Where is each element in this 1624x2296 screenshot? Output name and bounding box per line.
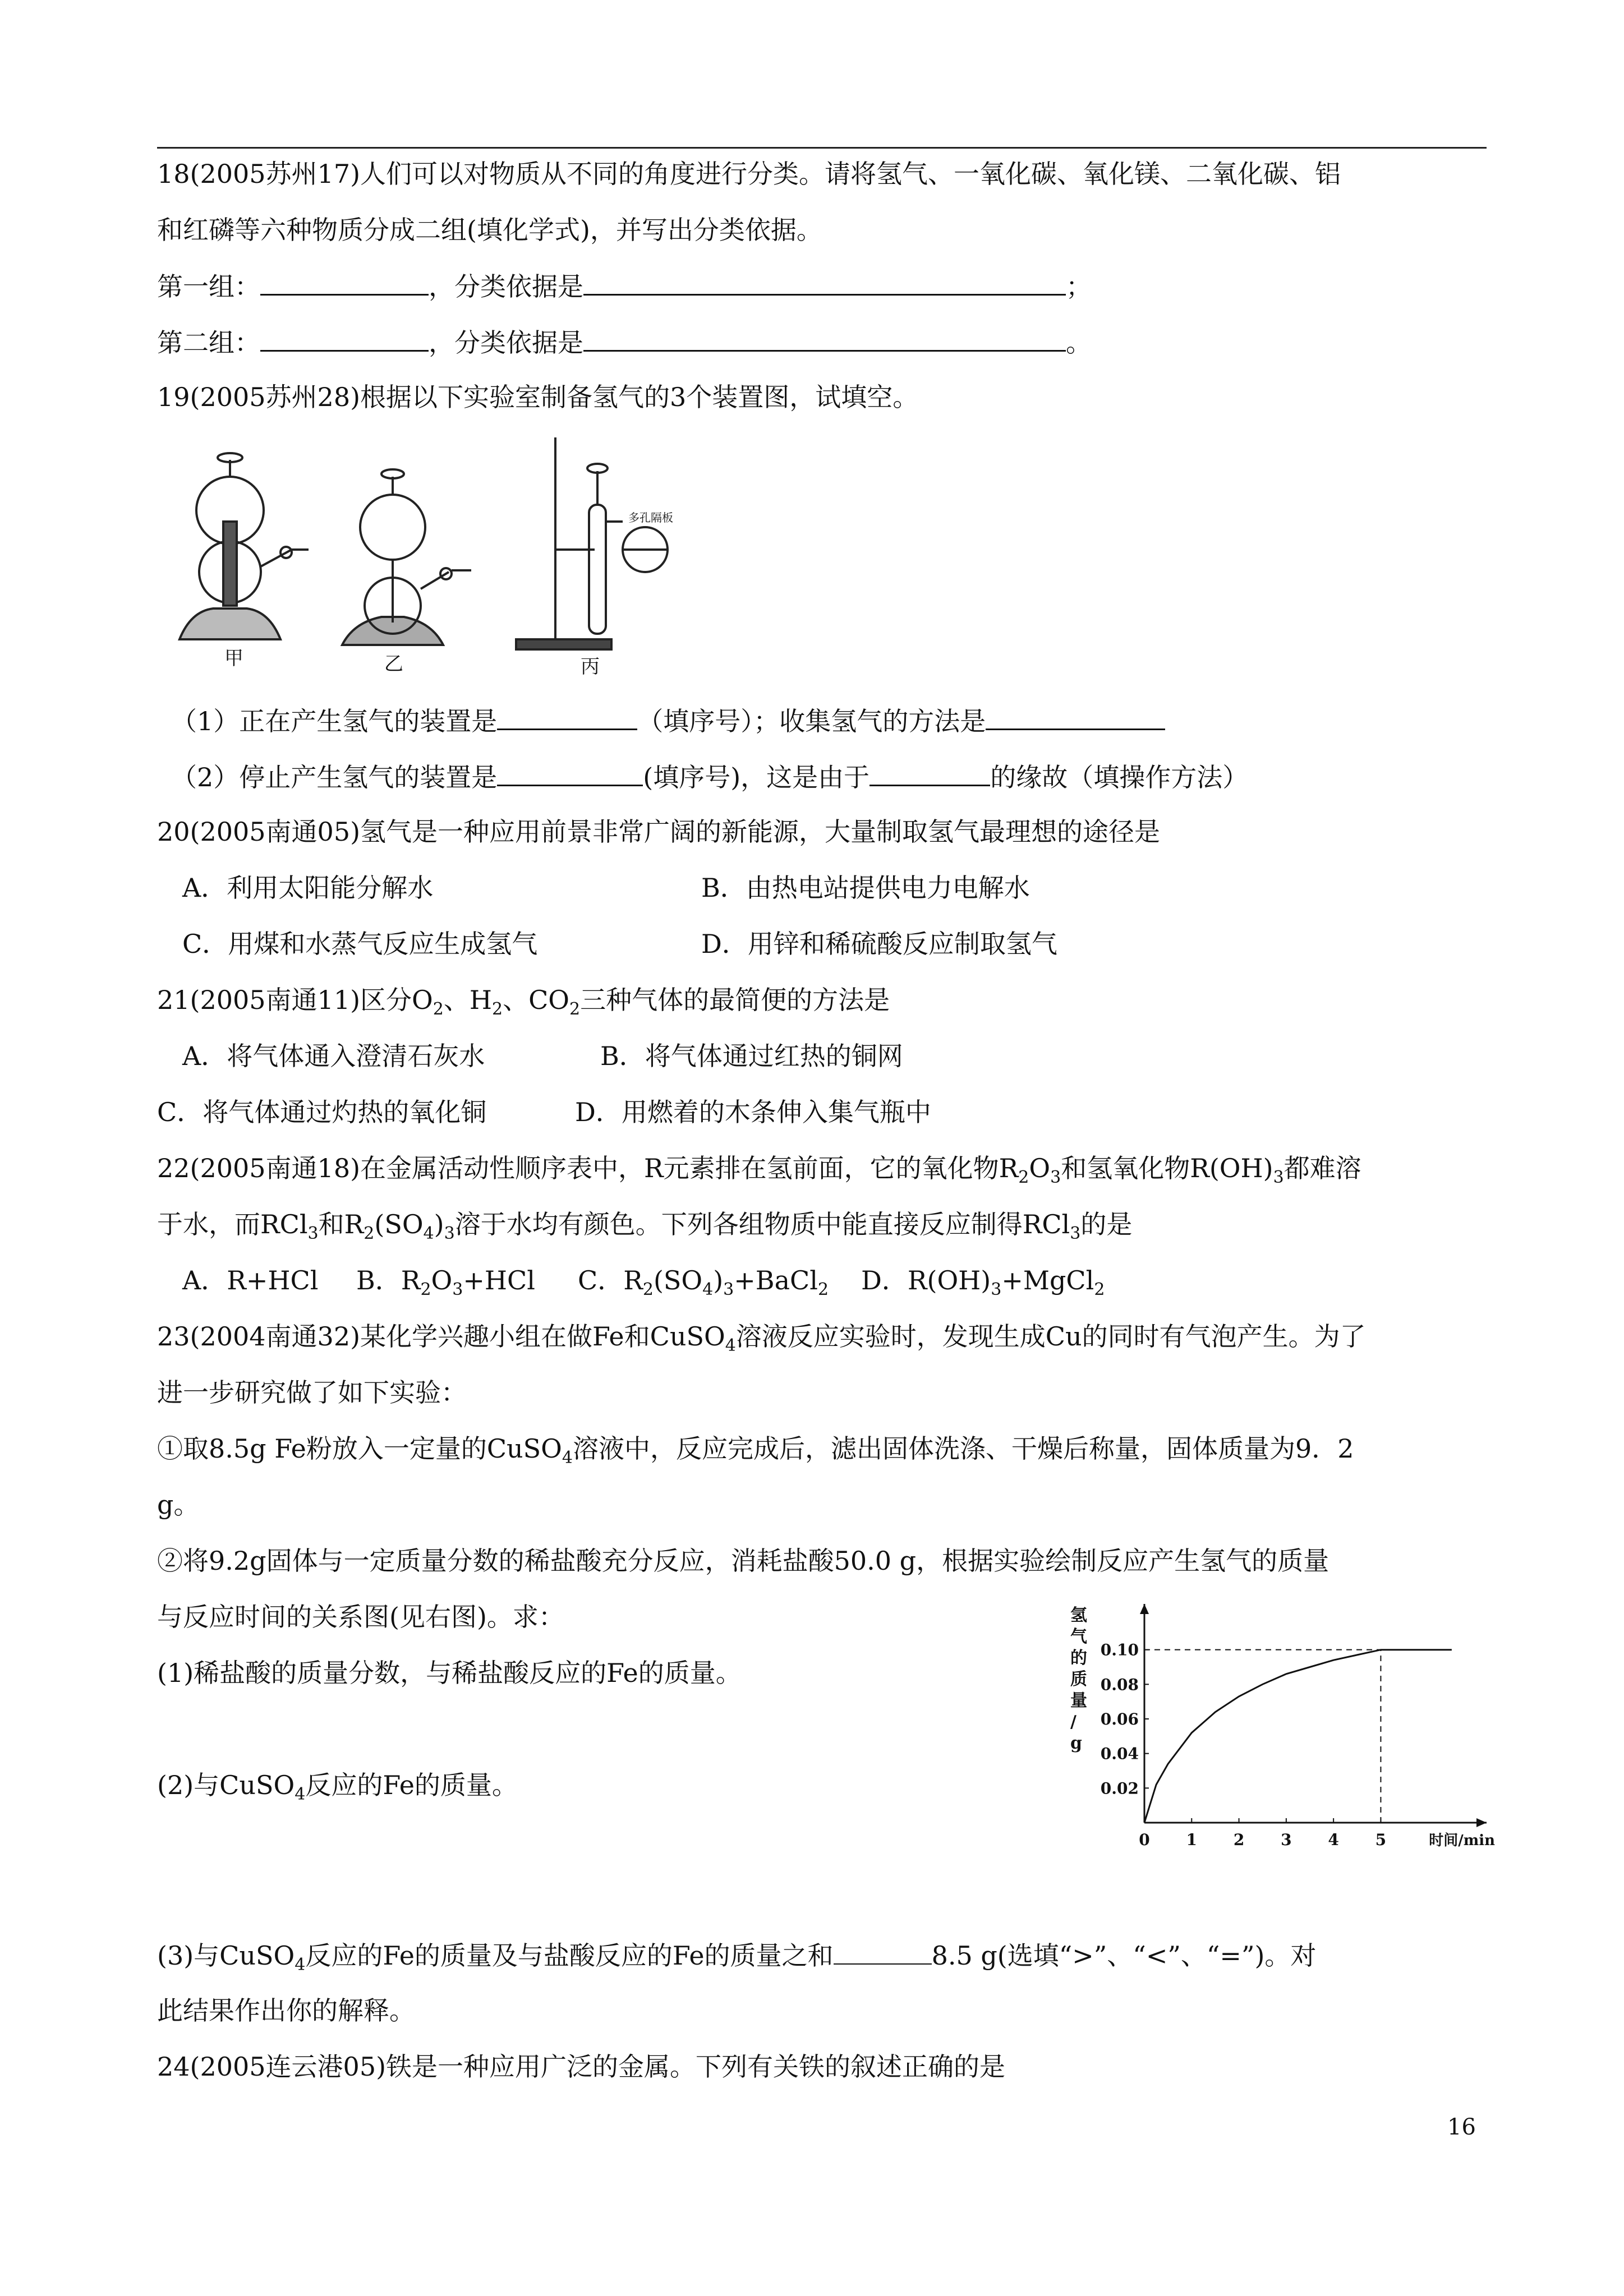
- x-tick-label: 0: [1139, 1831, 1150, 1849]
- q20-option-c[interactable]: C．用煤和水蒸气反应生成氢气: [182, 929, 538, 959]
- q22-l2b: 和R: [318, 1209, 364, 1239]
- q22-c-a: C．R: [578, 1265, 643, 1295]
- q20-stem: 20(2005南通05)氢气是一种应用前景非常广阔的新能源，大量制取氢气最理想的途径是: [157, 817, 1161, 847]
- x-tick-label: 1: [1186, 1831, 1198, 1849]
- q22-sub: 3: [1070, 1224, 1081, 1243]
- q21-stem-d: 三种气体的最简便的方法是: [580, 985, 890, 1015]
- y-axis-arrow: [1140, 1604, 1149, 1614]
- q20-options-row1: [182, 871, 1473, 905]
- q22-d-a: D．R(OH): [861, 1265, 991, 1295]
- q22-l1c: 和氢氧化物R(OH): [1061, 1153, 1273, 1183]
- q22-b-b: O: [431, 1265, 453, 1295]
- q23-part3: [157, 1938, 1317, 1975]
- q20-option-d[interactable]: D．用锌和稀硫酸反应制取氢气: [701, 929, 1057, 959]
- q21-stem-c: 、CO: [503, 985, 569, 1015]
- q21-stem-b: 、H: [443, 985, 492, 1015]
- q23-line-explain: 此结果作出你的解释。: [157, 1995, 415, 2026]
- q19-part2-text: （2）停止产生氢气的装置是: [171, 762, 498, 792]
- x-tick-label: 5: [1375, 1831, 1387, 1849]
- q18-group1-end: ；: [1066, 271, 1092, 302]
- q22-sub: 3: [991, 1280, 1002, 1299]
- q23-l3a: ①取8.5g Fe粉放入一定量的CuSO: [157, 1433, 562, 1464]
- q18-line1: 18(2005苏州17)人们可以对物质从不同的角度进行分类。请将氢气、一氧化碳、氧化镁、二氧化碳、铝: [157, 159, 1341, 189]
- q22-sub: 2: [420, 1280, 431, 1299]
- q22-sub: 3: [452, 1280, 463, 1299]
- q19-part1: [171, 703, 1165, 738]
- apparatus-note: 多孔隔板: [628, 511, 673, 524]
- x-axis-label: 时间/min: [1429, 1832, 1495, 1849]
- q23-p3c: 8.5 g(选填“>”、“<”、“=”)。对: [931, 1940, 1317, 1971]
- q22-sub: 2: [817, 1280, 829, 1299]
- q23-p3a: (3)与CuSO: [157, 1940, 295, 1971]
- hydrogen-mass-chart: [1055, 1587, 1515, 1856]
- q20-options-row2: [182, 927, 1473, 961]
- q18-group2-basis-blank[interactable]: [583, 324, 1066, 352]
- q22-l2a: 于水，而RCl: [157, 1209, 308, 1239]
- q22-option-c[interactable]: [578, 1264, 829, 1297]
- q20-option-b[interactable]: B．由热电站提供电力电解水: [701, 873, 1030, 903]
- q22-b-c: +HCl: [463, 1265, 535, 1295]
- page-number: 16: [1447, 2114, 1476, 2140]
- q19-part2-text2: (填序号)，这是由于: [643, 762, 870, 792]
- q21-stem-a: 21(2005南通11)区分O: [157, 985, 433, 1015]
- q19-part1-text2: （填序号）；收集氢气的方法是: [637, 706, 986, 736]
- q23-l3b: 溶液中，反应完成后，滤出固体洗涤、干燥后称量，固体质量为9．2: [573, 1433, 1354, 1464]
- q22-sub: 4: [423, 1224, 434, 1243]
- apparatus-bing: [516, 437, 668, 649]
- q23-l1a: 23(2004南通32)某化学兴趣小组在做Fe和CuSO: [157, 1321, 725, 1352]
- q23-line2: 进一步研究做了如下实验：: [157, 1377, 467, 1408]
- q21-stem: [157, 983, 890, 1017]
- q22-c-d: +BaCl: [734, 1265, 818, 1295]
- hydrogen-apparatus-figure: [157, 437, 673, 684]
- q20-option-a[interactable]: A．利用太阳能分解水: [182, 873, 434, 903]
- x-tick-label: 4: [1328, 1831, 1339, 1849]
- q22-option-b[interactable]: [356, 1264, 535, 1297]
- q18-group2-end: 。: [1066, 328, 1092, 358]
- q22-c-c: ): [713, 1265, 724, 1295]
- q21-option-c[interactable]: C．将气体通过灼热的氧化铜: [157, 1097, 487, 1127]
- q19-part1-blank2[interactable]: [986, 703, 1165, 730]
- q22-sub: 4: [702, 1280, 714, 1299]
- q22-option-a[interactable]: A．R+HCl: [182, 1265, 319, 1295]
- q22-sub: 3: [723, 1280, 734, 1299]
- q19-part1-text: （1）正在产生氢气的装置是: [171, 706, 498, 736]
- q23-p2a: (2)与CuSO: [157, 1770, 295, 1800]
- q22-c-b: (SO: [653, 1265, 703, 1295]
- q22-sub: 3: [1273, 1168, 1284, 1187]
- q22-l2c: (SO: [374, 1209, 424, 1239]
- q21-option-d[interactable]: D．用燃着的木条伸入集气瓶中: [575, 1097, 931, 1127]
- q21-sub: 2: [433, 999, 444, 1019]
- apparatus-label-yi: 乙: [384, 653, 403, 675]
- q22-l2e: 溶于水均有颜色。下列各组物质中能直接反应制得RCl: [454, 1209, 1070, 1239]
- q19-part1-blank1[interactable]: [497, 703, 637, 730]
- q19-part2-blank2[interactable]: [869, 759, 990, 786]
- q18-group1: [157, 268, 1092, 303]
- series-line: [1144, 1650, 1452, 1823]
- apparatus-yi: [342, 469, 471, 645]
- q23-p2b: 反应的Fe的质量。: [305, 1770, 518, 1800]
- y-tick-label: 0.02: [1100, 1779, 1139, 1798]
- q23-sub: 4: [725, 1336, 736, 1356]
- q19-part2-text3: 的缘故（填操作方法）: [990, 762, 1249, 792]
- q22-b-a: B．R: [356, 1265, 421, 1295]
- q18-group1-blank[interactable]: [260, 268, 429, 296]
- y-tick-label: 0.10: [1100, 1640, 1139, 1659]
- q22-options: [182, 1264, 1473, 1297]
- q18-group2-blank[interactable]: [260, 324, 429, 352]
- q23-part1: (1)稀盐酸的质量分数，与稀盐酸反应的Fe的质量。: [157, 1658, 742, 1688]
- q19-stem: 19(2005苏州28)根据以下实验室制备氢气的3个装置图，试填空。: [157, 382, 919, 412]
- apparatus-label-bing: 丙: [581, 656, 600, 678]
- q19-part2: [171, 759, 1248, 794]
- q23-sub: 4: [295, 1955, 306, 1975]
- q22-sub: 3: [1050, 1168, 1061, 1187]
- x-tick-label: 2: [1233, 1831, 1245, 1849]
- q18-group1-basis-blank[interactable]: [583, 268, 1066, 296]
- q24-stem: 24(2005连云港05)铁是一种应用广泛的金属。下列有关铁的叙述正确的是: [157, 2051, 1006, 2082]
- q23-line3: [157, 1432, 1354, 1468]
- x-axis-arrow: [1476, 1818, 1487, 1827]
- q18-group1-label: 第一组：: [157, 271, 260, 302]
- q23-line4: g。: [157, 1490, 200, 1520]
- q23-line5: ②将9.2g固体与一定质量分数的稀盐酸充分反应，消耗盐酸50.0 g，根据实验绘制反应产生氢气的质量: [157, 1546, 1329, 1576]
- q22-d-b: +MgCl: [1001, 1265, 1094, 1295]
- q22-option-d[interactable]: [861, 1264, 1105, 1297]
- q22-sub: 3: [444, 1224, 455, 1243]
- q23-sub: 4: [295, 1785, 306, 1804]
- apparatus-label-jia: 甲: [224, 647, 243, 670]
- header-rule: [157, 147, 1487, 149]
- y-tick-label: 0.04: [1100, 1744, 1139, 1763]
- q22-l1a: 22(2005南通18)在金属活动性顺序表中，R元素排在氢前面，它的氧化物R: [157, 1153, 1019, 1183]
- q21-sub: 2: [569, 999, 581, 1019]
- y-tick-label: 0.08: [1100, 1675, 1139, 1694]
- q22-line2: [157, 1207, 1132, 1241]
- y-axis-label: 氢气的质量/ g: [1070, 1606, 1087, 1753]
- q22-l2d: ): [434, 1209, 444, 1239]
- apparatus-jia: [180, 453, 309, 639]
- q22-sub: 3: [307, 1224, 319, 1243]
- q19-part2-blank1[interactable]: [497, 759, 643, 786]
- q23-p3b: 反应的Fe的质量及与盐酸反应的Fe的质量之和: [305, 1940, 834, 1971]
- q22-sub: 2: [1094, 1280, 1105, 1299]
- q22-sub: 2: [642, 1280, 654, 1299]
- y-tick-label: 0.06: [1100, 1710, 1139, 1728]
- q23-part2: [157, 1768, 518, 1802]
- q23-line1: [157, 1320, 1366, 1356]
- q18-group2-label: 第二组：: [157, 328, 260, 358]
- q22-l1b: O: [1029, 1153, 1051, 1183]
- q21-options-row1: [182, 1039, 1473, 1073]
- q18-line2: 和红磷等六种物质分成二组(填化学式)，并写出分类依据。: [157, 215, 822, 245]
- q22-sub: 2: [1018, 1168, 1029, 1187]
- q23-line6: 与反应时间的关系图(见右图)。求：: [157, 1602, 564, 1632]
- q21-option-a[interactable]: A．将气体通入澄清石灰水: [182, 1041, 485, 1071]
- q21-sub: 2: [491, 999, 503, 1019]
- q23-l1b: 溶液反应实验时，发现生成Cu的同时有气泡产生。为了: [735, 1321, 1366, 1352]
- q22-line1: [157, 1151, 1361, 1185]
- q22-l1d: 都难溶: [1283, 1153, 1361, 1183]
- q23-sub: 4: [562, 1448, 573, 1468]
- x-tick-label: 3: [1281, 1831, 1292, 1849]
- q22-sub: 2: [364, 1224, 375, 1243]
- q23-part3-blank[interactable]: [834, 1938, 932, 1965]
- q21-options-row2: [157, 1095, 1447, 1129]
- q22-l2f: 的是: [1080, 1209, 1133, 1239]
- q21-option-b[interactable]: B．将气体通过红热的铜网: [600, 1041, 903, 1071]
- q18-group2: [157, 324, 1092, 359]
- q18-group2-basis-label: ，分类依据是: [429, 328, 583, 358]
- q18-group1-basis-label: ，分类依据是: [429, 271, 583, 302]
